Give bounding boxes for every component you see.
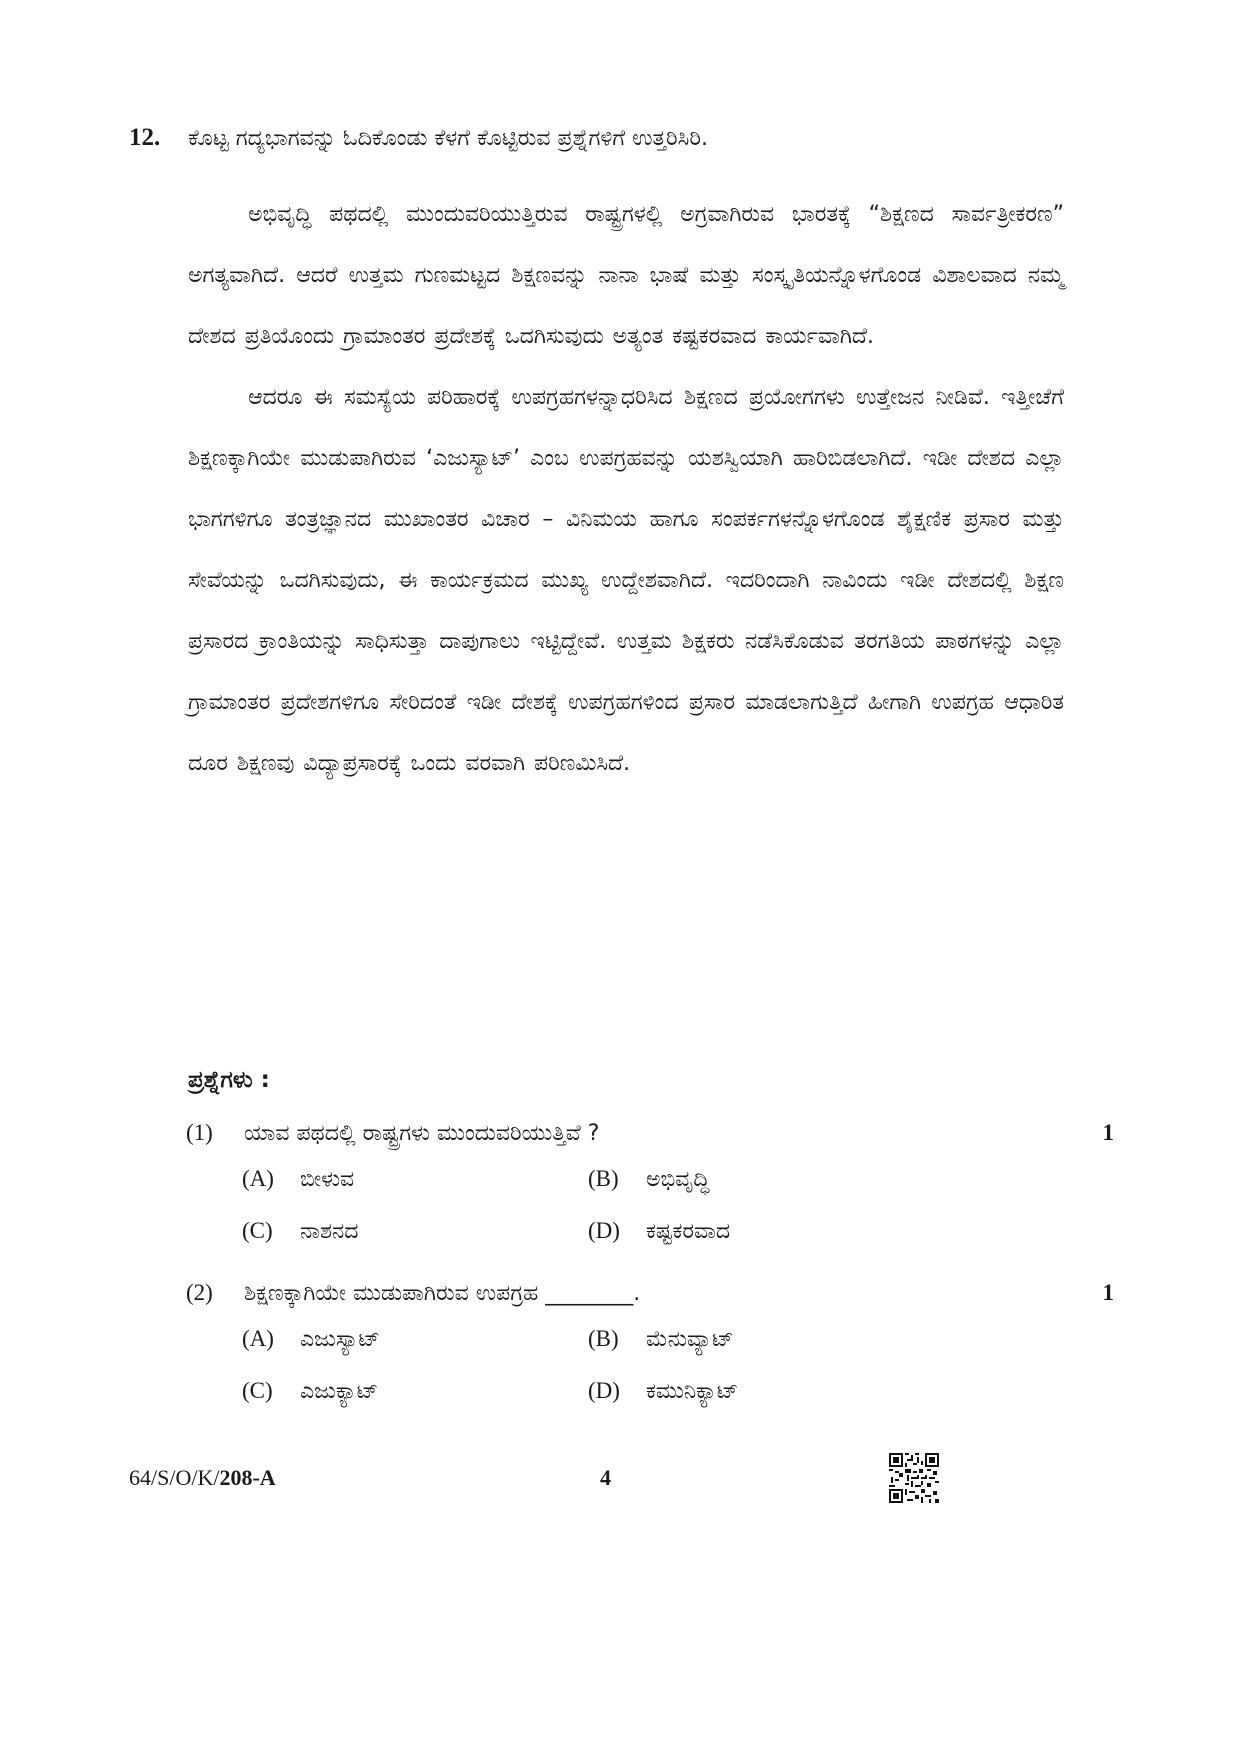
- paper-code-suffix: 208-A: [219, 1465, 276, 1490]
- sub-question-number: (2): [186, 1280, 213, 1305]
- option-text: ಎಜುಸ್ಯಾಟ್: [300, 1327, 380, 1352]
- option-c: [242, 1218, 359, 1252]
- option-text: ನಾಶನದ: [300, 1219, 359, 1244]
- paper-code-prefix: 64/S/O/K/: [129, 1465, 220, 1490]
- option-letter: (C): [242, 1378, 273, 1403]
- questions-heading: ಪ್ರಶ್ನೆಗಳು :: [188, 1067, 270, 1093]
- sub-question-2: [186, 1278, 1114, 1314]
- question-instruction: ಕೊಟ್ಟ ಗದ್ಯಭಾಗವನ್ನು ಓದಿಕೊಂಡು ಕೆಳಗೆ ಕೊಟ್ಟಿರುವ ಪ್ರಶ್ನೆಗಳಿಗೆ ಉತ್ತರಿಸಿರಿ.: [188, 126, 708, 151]
- comprehension-passage: [188, 184, 1064, 794]
- page-number: 4: [600, 1465, 611, 1490]
- option-text: ಮೆನುವ್ಯಾಟ್: [646, 1327, 734, 1352]
- option-letter: (A): [242, 1166, 274, 1191]
- sub-question-1: [186, 1118, 1114, 1154]
- sub-question-number: (1): [186, 1120, 213, 1145]
- option-a: [242, 1326, 380, 1360]
- option-letter: (B): [588, 1166, 619, 1191]
- question-number: 12.: [129, 124, 161, 151]
- option-letter: (D): [588, 1218, 620, 1243]
- option-a: [242, 1166, 354, 1200]
- option-b: [588, 1166, 709, 1200]
- paper-code: [129, 1465, 276, 1491]
- option-d: [588, 1218, 730, 1252]
- passage-paragraph-2: ಆದರೂ ಈ ಸಮಸ್ಯೆಯ ಪರಿಹಾರಕ್ಕೆ ಉಪಗ್ರಹಗಳನ್ನಾಧರಿಸಿದ ಶಿಕ್ಷಣದ ಪ್ರಯೋಗಗಳು ಉತ್ತೇಜನ ನೀಡಿವೆ. ಇತ್ತೀಚೆಗೆ ಶಿಕ್ಷಣಕ್ಕಾಗಿಯೇ ಮುಡುಪಾಗಿರುವ ‘ಎಜುಸ್ಯಾಟ್’ ಎಂಬ ಉಪಗ್ರಹವನ್ನು ಯಶಸ್ವಿಯಾಗಿ ಹಾರಿಬಿಡಲಾಗಿದೆ. ಇಡೀ ದೇಶದ ಎಲ್ಲಾ ಭಾಗಗಳಿಗೂ ತಂತ್ರಜ್ಞಾನದ ಮುಖಾಂತರ ವಿಚಾರ – ವಿನಿಮಯ ಹಾಗೂ ಸಂಪರ್ಕಗಳನ್ನೊಳಗೊಂಡ ಶೈಕ್ಷಣಿಕ ಪ್ರಸಾರ ಮತ್ತು ಸೇವೆಯನ್ನು ಒದಗಿಸುವುದು, ಈ ಕಾರ್ಯಕ್ರಮದ ಮುಖ್ಯ ಉದ್ದೇಶವಾಗಿದೆ. ಇದರಿಂದಾಗಿ ನಾವಿಂದು ಇಡೀ ದೇಶದಲ್ಲಿ ಶಿಕ್ಷಣ ಪ್ರಸಾರದ ಕ್ರಾಂತಿಯನ್ನು ಸಾಧಿಸುತ್ತಾ ದಾಪುಗಾಲು ಇಟ್ಟಿದ್ದೇವೆ. ಉತ್ತಮ ಶಿಕ್ಷಕರು ನಡೆಸಿಕೊಡುವ ತರಗತಿಯ ಪಾಠಗಳನ್ನು ಎಲ್ಲಾ ಗ್ರಾಮಾಂತರ ಪ್ರದೇಶಗಳಿಗೂ ಸೇರಿದಂತೆ ಇಡೀ ದೇಶಕ್ಕೆ ಉಪಗ್ರಹಗಳಿಂದ ಪ್ರಸಾರ ಮಾಡಲಾಗುತ್ತಿದೆ ಹೀಗಾಗಿ ಉಪಗ್ರಹ ಆಧಾರಿತ ದೂರ ಶಿಕ್ಷಣವು ವಿದ್ಯಾಪ್ರಸಾರಕ್ಕೆ ಒಂದು ವರವಾಗಿ ಪರಿಣಮಿಸಿದೆ.: [188, 385, 1064, 776]
- sub-question-text: ಶಿಕ್ಷಣಕ್ಕಾಗಿಯೇ ಮುಡುಪಾಗಿರುವ ಉಪಗ್ರಹ ________.: [244, 1281, 641, 1306]
- option-c: [242, 1378, 378, 1412]
- option-text: ಕಷ್ಟಕರವಾದ: [646, 1219, 731, 1244]
- sub-question-text: ಯಾವ ಪಥದಲ್ಲಿ ರಾಷ್ಟ್ರಗಳು ಮುಂದುವರಿಯುತ್ತಿವೆ ?: [244, 1121, 600, 1146]
- passage-paragraph-1: ಅಭಿವೃದ್ಧಿ ಪಥದಲ್ಲಿ ಮುಂದುವರಿಯುತ್ತಿರುವ ರಾಷ್ಟ್ರಗಳಲ್ಲಿ ಅಗ್ರವಾಗಿರುವ ಭಾರತಕ್ಕೆ “ಶಿಕ್ಷಣದ ಸಾರ್ವತ್ರೀಕರಣ” ಅಗತ್ಯವಾಗಿದೆ. ಆದರೆ ಉತ್ತಮ ಗುಣಮಟ್ಟದ ಶಿಕ್ಷಣವನ್ನು ನಾನಾ ಭಾಷೆ ಮತ್ತು ಸಂಸ್ಕೃತಿಯನ್ನೊಳಗೊಂಡ ವಿಶಾಲವಾದ ನಮ್ಮ ದೇಶದ ಪ್ರತಿಯೊಂದು ಗ್ರಾಮಾಂತರ ಪ್ರದೇಶಕ್ಕೆ ಒದಗಿಸುವುದು ಅತ್ಯಂತ ಕಷ್ಟಕರವಾದ ಕಾರ್ಯವಾಗಿದೆ.: [188, 202, 1064, 349]
- option-text: ಅಭಿವೃದ್ಧಿ: [646, 1167, 710, 1192]
- option-letter: (A): [242, 1326, 274, 1351]
- option-text: ಎಜುಕ್ಯಾಟ್: [300, 1379, 379, 1404]
- option-d: [588, 1378, 738, 1412]
- qr-code-icon: [889, 1453, 939, 1503]
- marks: 1: [1102, 1120, 1114, 1145]
- marks: 1: [1102, 1280, 1114, 1305]
- option-text: ಕಮುನಿಕ್ಯಾಟ್: [646, 1379, 739, 1404]
- option-b: [588, 1326, 734, 1360]
- option-letter: (B): [588, 1326, 619, 1351]
- option-text: ಬೀಳುವ: [300, 1167, 355, 1192]
- option-letter: (D): [588, 1378, 620, 1403]
- option-letter: (C): [242, 1218, 273, 1243]
